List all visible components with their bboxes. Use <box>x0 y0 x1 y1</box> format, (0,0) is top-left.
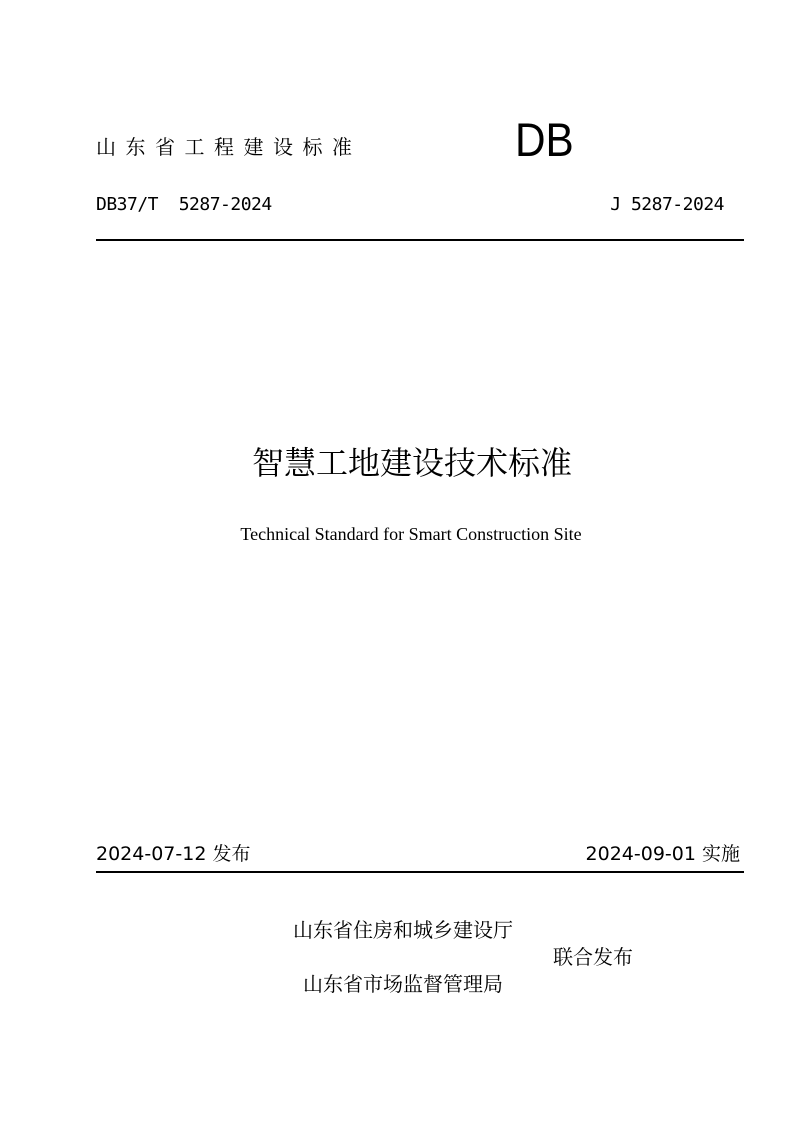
issue-date: 2024-07-12 发布 <box>96 843 251 865</box>
joint-publish-label: 联合发布 <box>553 945 633 969</box>
publisher-housing-dept: 山东省住房和城乡建设厅 <box>293 918 513 942</box>
document-subtitle: Technical Standard for Smart Construction Site <box>240 524 582 544</box>
publisher-market-regulation: 山东省市场监督管理局 <box>303 972 503 996</box>
standard-series-label: 山东省工程建设标准 <box>96 135 362 159</box>
footer-divider <box>96 871 744 873</box>
db-mark: DB <box>515 113 574 166</box>
filing-code: J 5287-2024 <box>610 194 724 215</box>
header-divider <box>96 239 744 241</box>
effective-date: 2024-09-01 实施 <box>585 843 740 865</box>
standard-code: DB37/T 5287-2024 <box>96 194 272 215</box>
document-title: 智慧工地建设技术标准 <box>251 444 572 482</box>
